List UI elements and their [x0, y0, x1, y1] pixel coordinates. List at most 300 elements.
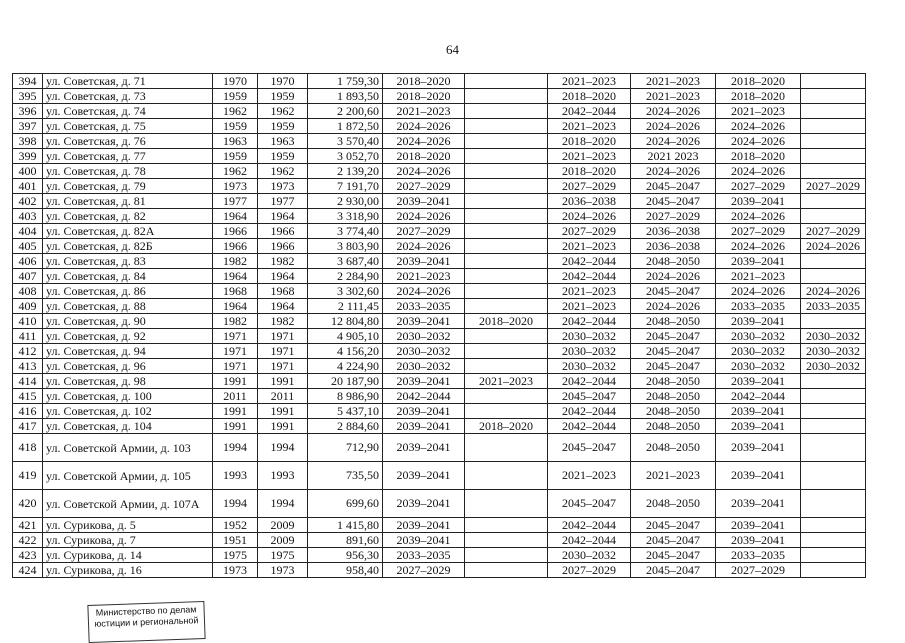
area-cell: 4 905,10: [308, 329, 383, 344]
repair-period-1-cell: 2039–2041: [383, 434, 465, 462]
row-number-cell: 398: [13, 134, 43, 149]
repair-period-5-cell: 2039–2041: [716, 194, 801, 209]
repair-period-5-cell: 2039–2041: [716, 404, 801, 419]
repair-period-2-cell: [465, 224, 548, 239]
repair-period-5-cell: 2024–2026: [716, 164, 801, 179]
address-cell: ул. Советская, д. 84: [43, 269, 213, 284]
construction-year-cell: 2011: [213, 389, 258, 404]
repair-period-2-cell: [465, 434, 548, 462]
area-cell: 3 052,70: [308, 149, 383, 164]
area-cell: 4 224,90: [308, 359, 383, 374]
repair-period-5-cell: 2021–2023: [716, 269, 801, 284]
repair-period-3-cell: 2018–2020: [548, 134, 631, 149]
repair-period-4-cell: 2036–2038: [631, 224, 716, 239]
repair-period-4-cell: 2045–2047: [631, 533, 716, 548]
repair-period-5-cell: 2027–2029: [716, 224, 801, 239]
repair-period-1-cell: 2024–2026: [383, 284, 465, 299]
repair-period-4-cell: 2036–2038: [631, 239, 716, 254]
repair-period-5-cell: 2039–2041: [716, 490, 801, 518]
repair-period-3-cell: 2045–2047: [548, 389, 631, 404]
commissioning-year-cell: 1971: [258, 344, 308, 359]
repair-period-1-cell: 2039–2041: [383, 518, 465, 533]
repair-period-2-cell: [465, 239, 548, 254]
repair-period-4-cell: 2045–2047: [631, 179, 716, 194]
repair-period-1-cell: 2027–2029: [383, 563, 465, 578]
repair-period-2-cell: [465, 462, 548, 490]
construction-year-cell: 1993: [213, 462, 258, 490]
repair-period-4-cell: 2024–2026: [631, 269, 716, 284]
construction-year-cell: 1971: [213, 359, 258, 374]
construction-year-cell: 1964: [213, 209, 258, 224]
repair-period-4-cell: 2048–2050: [631, 419, 716, 434]
commissioning-year-cell: 1971: [258, 329, 308, 344]
area-cell: 3 774,40: [308, 224, 383, 239]
address-cell: ул. Сурикова, д. 14: [43, 548, 213, 563]
repair-period-1-cell: 2027–2029: [383, 224, 465, 239]
repair-period-5-cell: 2039–2041: [716, 419, 801, 434]
repair-period-5-cell: 2018–2020: [716, 149, 801, 164]
repair-period-1-cell: 2039–2041: [383, 314, 465, 329]
repair-period-5-cell: 2039–2041: [716, 254, 801, 269]
row-number-cell: 419: [13, 462, 43, 490]
repair-period-2-cell: [465, 269, 548, 284]
repair-period-3-cell: 2021–2023: [548, 149, 631, 164]
row-number-cell: 408: [13, 284, 43, 299]
construction-year-cell: 1994: [213, 490, 258, 518]
row-number-cell: 405: [13, 239, 43, 254]
repair-period-6-cell: [801, 533, 866, 548]
construction-year-cell: 1959: [213, 119, 258, 134]
table-row: [13, 239, 866, 254]
repair-period-2-cell: 2018–2020: [465, 419, 548, 434]
commissioning-year-cell: 1966: [258, 239, 308, 254]
repair-period-3-cell: 2027–2029: [548, 179, 631, 194]
commissioning-year-cell: 1982: [258, 254, 308, 269]
area-cell: 1 872,50: [308, 119, 383, 134]
repair-period-1-cell: 2024–2026: [383, 209, 465, 224]
commissioning-year-cell: 1964: [258, 209, 308, 224]
repair-period-2-cell: [465, 404, 548, 419]
area-cell: 891,60: [308, 533, 383, 548]
repair-period-2-cell: [465, 299, 548, 314]
repair-period-2-cell: [465, 518, 548, 533]
repair-period-5-cell: 2018–2020: [716, 74, 801, 89]
commissioning-year-cell: 1993: [258, 462, 308, 490]
address-cell: ул. Советская, д. 92: [43, 329, 213, 344]
repair-period-5-cell: 2024–2026: [716, 209, 801, 224]
repair-period-6-cell: [801, 434, 866, 462]
repair-period-1-cell: 2039–2041: [383, 533, 465, 548]
repair-period-2-cell: [465, 179, 548, 194]
address-cell: ул. Советская, д. 81: [43, 194, 213, 209]
table-row: [13, 329, 866, 344]
table-row: [13, 179, 866, 194]
table-row: [13, 89, 866, 104]
repair-period-6-cell: [801, 194, 866, 209]
address-cell: ул. Советская, д. 75: [43, 119, 213, 134]
table-row: [13, 548, 866, 563]
repair-period-4-cell: 2024–2026: [631, 119, 716, 134]
repair-period-2-cell: [465, 284, 548, 299]
commissioning-year-cell: 1968: [258, 284, 308, 299]
row-number-cell: 414: [13, 374, 43, 389]
repair-period-3-cell: 2021–2023: [548, 239, 631, 254]
repair-period-3-cell: 2030–2032: [548, 359, 631, 374]
repair-period-6-cell: [801, 74, 866, 89]
page-number: 64: [446, 42, 459, 57]
repair-period-1-cell: 2039–2041: [383, 462, 465, 490]
repair-period-1-cell: 2024–2026: [383, 239, 465, 254]
construction-year-cell: 1963: [213, 134, 258, 149]
repair-period-6-cell: [801, 404, 866, 419]
repair-period-1-cell: 2033–2035: [383, 299, 465, 314]
repair-period-3-cell: 2045–2047: [548, 490, 631, 518]
row-number-cell: 411: [13, 329, 43, 344]
repair-period-4-cell: 2021–2023: [631, 74, 716, 89]
address-cell: ул. Советская, д. 79: [43, 179, 213, 194]
table-row: [13, 134, 866, 149]
repair-period-3-cell: 2042–2044: [548, 419, 631, 434]
repair-period-2-cell: [465, 149, 548, 164]
table-row: [13, 164, 866, 179]
construction-year-cell: 1991: [213, 404, 258, 419]
area-cell: 7 191,70: [308, 179, 383, 194]
commissioning-year-cell: 1991: [258, 404, 308, 419]
area-cell: 20 187,90: [308, 374, 383, 389]
repair-period-2-cell: [465, 104, 548, 119]
row-number-cell: 401: [13, 179, 43, 194]
repair-period-1-cell: 2030–2032: [383, 344, 465, 359]
construction-year-cell: 1964: [213, 269, 258, 284]
table-row: [13, 434, 866, 462]
repair-period-1-cell: 2039–2041: [383, 194, 465, 209]
table-row: [13, 344, 866, 359]
commissioning-year-cell: 1959: [258, 149, 308, 164]
repair-period-5-cell: 2018–2020: [716, 89, 801, 104]
repair-period-5-cell: 2030–2032: [716, 359, 801, 374]
repair-period-6-cell: [801, 149, 866, 164]
repair-period-2-cell: [465, 563, 548, 578]
area-cell: 699,60: [308, 490, 383, 518]
address-cell: ул. Советская, д. 74: [43, 104, 213, 119]
repair-period-2-cell: [465, 164, 548, 179]
repair-period-3-cell: 2021–2023: [548, 462, 631, 490]
repair-period-3-cell: 2042–2044: [548, 374, 631, 389]
commissioning-year-cell: 1977: [258, 194, 308, 209]
repair-period-6-cell: 2030–2032: [801, 344, 866, 359]
ministry-stamp: [87, 601, 205, 643]
address-cell: ул. Советская, д. 88: [43, 299, 213, 314]
construction-year-cell: 1966: [213, 239, 258, 254]
repair-period-4-cell: 2045–2047: [631, 344, 716, 359]
repair-period-4-cell: 2045–2047: [631, 194, 716, 209]
row-number-cell: 402: [13, 194, 43, 209]
repair-period-6-cell: [801, 490, 866, 518]
repair-period-3-cell: 2042–2044: [548, 269, 631, 284]
row-number-cell: 395: [13, 89, 43, 104]
address-cell: ул. Сурикова, д. 5: [43, 518, 213, 533]
repair-period-6-cell: [801, 419, 866, 434]
row-number-cell: 415: [13, 389, 43, 404]
area-cell: 3 570,40: [308, 134, 383, 149]
commissioning-year-cell: 1964: [258, 269, 308, 284]
repair-period-4-cell: 2024–2026: [631, 164, 716, 179]
repair-period-1-cell: 2033–2035: [383, 548, 465, 563]
commissioning-year-cell: 1964: [258, 299, 308, 314]
construction-year-cell: 1951: [213, 533, 258, 548]
address-cell: ул. Советской Армии, д. 107А: [43, 490, 213, 518]
repair-period-5-cell: 2027–2029: [716, 563, 801, 578]
repair-period-1-cell: 2027–2029: [383, 179, 465, 194]
construction-year-cell: 1982: [213, 254, 258, 269]
area-cell: 12 804,80: [308, 314, 383, 329]
repair-period-4-cell: 2045–2047: [631, 359, 716, 374]
area-cell: 4 156,20: [308, 344, 383, 359]
table-row: [13, 518, 866, 533]
address-cell: ул. Советской Армии, д. 103: [43, 434, 213, 462]
repair-period-1-cell: 2018–2020: [383, 89, 465, 104]
repair-period-1-cell: 2039–2041: [383, 404, 465, 419]
commissioning-year-cell: 1971: [258, 359, 308, 374]
table-row: [13, 314, 866, 329]
repair-period-1-cell: 2039–2041: [383, 254, 465, 269]
repair-period-1-cell: 2030–2032: [383, 329, 465, 344]
table-row: [13, 299, 866, 314]
repair-period-2-cell: [465, 329, 548, 344]
repair-period-3-cell: 2021–2023: [548, 299, 631, 314]
repair-period-1-cell: 2030–2032: [383, 359, 465, 374]
repair-period-6-cell: [801, 104, 866, 119]
repair-period-6-cell: [801, 518, 866, 533]
repair-period-5-cell: 2030–2032: [716, 329, 801, 344]
repair-period-2-cell: [465, 490, 548, 518]
repair-period-1-cell: 2024–2026: [383, 164, 465, 179]
repair-period-3-cell: 2021–2023: [548, 119, 631, 134]
repair-period-6-cell: [801, 462, 866, 490]
row-number-cell: 410: [13, 314, 43, 329]
construction-year-cell: 1952: [213, 518, 258, 533]
repair-period-6-cell: [801, 134, 866, 149]
table-row: [13, 374, 866, 389]
commissioning-year-cell: 1970: [258, 74, 308, 89]
repair-period-3-cell: 2042–2044: [548, 518, 631, 533]
address-cell: ул. Советская, д. 77: [43, 149, 213, 164]
area-cell: 1 759,30: [308, 74, 383, 89]
row-number-cell: 400: [13, 164, 43, 179]
repair-period-1-cell: 2021–2023: [383, 269, 465, 284]
row-number-cell: 409: [13, 299, 43, 314]
repair-period-6-cell: [801, 254, 866, 269]
row-number-cell: 413: [13, 359, 43, 374]
repair-period-1-cell: 2042–2044: [383, 389, 465, 404]
repair-period-4-cell: 2048–2050: [631, 374, 716, 389]
repair-period-1-cell: 2018–2020: [383, 149, 465, 164]
repair-period-2-cell: [465, 89, 548, 104]
table-row: [13, 224, 866, 239]
construction-year-cell: 1982: [213, 314, 258, 329]
repair-period-3-cell: 2021–2023: [548, 284, 631, 299]
area-cell: 2 111,45: [308, 299, 383, 314]
table-row: [13, 359, 866, 374]
construction-year-cell: 1973: [213, 563, 258, 578]
table-row: [13, 284, 866, 299]
construction-year-cell: 1968: [213, 284, 258, 299]
table-row: [13, 74, 866, 89]
repair-period-6-cell: 2033–2035: [801, 299, 866, 314]
repair-period-2-cell: [465, 254, 548, 269]
repair-period-3-cell: 2036–2038: [548, 194, 631, 209]
stamp-line: юстиции и региональной: [94, 615, 199, 629]
commissioning-year-cell: 1994: [258, 434, 308, 462]
repair-period-5-cell: 2024–2026: [716, 239, 801, 254]
row-number-cell: 416: [13, 404, 43, 419]
repair-period-3-cell: 2042–2044: [548, 314, 631, 329]
row-number-cell: 406: [13, 254, 43, 269]
commissioning-year-cell: 1966: [258, 224, 308, 239]
repair-period-3-cell: 2042–2044: [548, 254, 631, 269]
repair-period-5-cell: 2021–2023: [716, 104, 801, 119]
row-number-cell: 399: [13, 149, 43, 164]
row-number-cell: 404: [13, 224, 43, 239]
repair-period-4-cell: 2045–2047: [631, 548, 716, 563]
table-row: [13, 119, 866, 134]
area-cell: 2 284,90: [308, 269, 383, 284]
row-number-cell: 412: [13, 344, 43, 359]
commissioning-year-cell: 1962: [258, 104, 308, 119]
repair-period-3-cell: 2030–2032: [548, 344, 631, 359]
repair-period-3-cell: 2018–2020: [548, 89, 631, 104]
repair-period-5-cell: 2033–2035: [716, 299, 801, 314]
commissioning-year-cell: 1973: [258, 563, 308, 578]
row-number-cell: 407: [13, 269, 43, 284]
repair-period-5-cell: 2024–2026: [716, 284, 801, 299]
construction-year-cell: 1966: [213, 224, 258, 239]
register-body: [13, 74, 866, 578]
repair-period-6-cell: 2027–2029: [801, 224, 866, 239]
repair-period-2-cell: [465, 119, 548, 134]
area-cell: 2 139,20: [308, 164, 383, 179]
repair-period-5-cell: 2039–2041: [716, 314, 801, 329]
repair-period-2-cell: [465, 194, 548, 209]
table-row: [13, 462, 866, 490]
repair-period-4-cell: 2024–2026: [631, 134, 716, 149]
address-cell: ул. Сурикова, д. 16: [43, 563, 213, 578]
repair-period-4-cell: 2021–2023: [631, 89, 716, 104]
address-cell: ул. Сурикова, д. 7: [43, 533, 213, 548]
repair-period-3-cell: 2042–2044: [548, 533, 631, 548]
repair-period-3-cell: 2018–2020: [548, 164, 631, 179]
repair-period-4-cell: 2048–2050: [631, 389, 716, 404]
commissioning-year-cell: 1959: [258, 119, 308, 134]
commissioning-year-cell: 2009: [258, 518, 308, 533]
area-cell: 1 893,50: [308, 89, 383, 104]
row-number-cell: 397: [13, 119, 43, 134]
repair-period-6-cell: 2030–2032: [801, 329, 866, 344]
address-cell: ул. Советская, д. 104: [43, 419, 213, 434]
repair-period-1-cell: 2039–2041: [383, 490, 465, 518]
repair-period-1-cell: 2039–2041: [383, 374, 465, 389]
repair-period-6-cell: 2024–2026: [801, 284, 866, 299]
address-cell: ул. Советская, д. 83: [43, 254, 213, 269]
repair-period-4-cell: 2048–2050: [631, 314, 716, 329]
repair-period-5-cell: 2024–2026: [716, 134, 801, 149]
commissioning-year-cell: 1991: [258, 419, 308, 434]
repair-period-2-cell: 2018–2020: [465, 314, 548, 329]
address-cell: ул. Советская, д. 86: [43, 284, 213, 299]
area-cell: 2 200,60: [308, 104, 383, 119]
construction-year-cell: 1964: [213, 299, 258, 314]
repair-period-5-cell: 2024–2026: [716, 119, 801, 134]
table-row: [13, 209, 866, 224]
repair-period-2-cell: [465, 209, 548, 224]
table-row: [13, 149, 866, 164]
table-row: [13, 389, 866, 404]
row-number-cell: 418: [13, 434, 43, 462]
area-cell: 958,40: [308, 563, 383, 578]
repair-period-2-cell: [465, 389, 548, 404]
area-cell: 5 437,10: [308, 404, 383, 419]
table-row: [13, 533, 866, 548]
repair-period-3-cell: 2021–2023: [548, 74, 631, 89]
repair-period-5-cell: 2030–2032: [716, 344, 801, 359]
repair-period-4-cell: 2024–2026: [631, 104, 716, 119]
housing-register-table: [12, 73, 866, 578]
repair-period-3-cell: 2042–2044: [548, 404, 631, 419]
area-cell: 8 986,90: [308, 389, 383, 404]
address-cell: ул. Советская, д. 82: [43, 209, 213, 224]
commissioning-year-cell: 1962: [258, 164, 308, 179]
repair-period-6-cell: [801, 209, 866, 224]
table-row: [13, 404, 866, 419]
repair-period-6-cell: [801, 164, 866, 179]
table-row: [13, 254, 866, 269]
repair-period-4-cell: 2024–2026: [631, 299, 716, 314]
repair-period-6-cell: [801, 119, 866, 134]
address-cell: ул. Советская, д. 82А: [43, 224, 213, 239]
repair-period-3-cell: 2045–2047: [548, 434, 631, 462]
stamp-line: Министерство по делам: [95, 604, 197, 618]
repair-period-6-cell: [801, 563, 866, 578]
area-cell: 3 803,90: [308, 239, 383, 254]
commissioning-year-cell: 1963: [258, 134, 308, 149]
repair-period-4-cell: 2045–2047: [631, 563, 716, 578]
repair-period-6-cell: 2030–2032: [801, 359, 866, 374]
repair-period-4-cell: 2045–2047: [631, 329, 716, 344]
address-cell: ул. Советская, д. 102: [43, 404, 213, 419]
table-row: [13, 194, 866, 209]
construction-year-cell: 1975: [213, 548, 258, 563]
area-cell: 2 884,60: [308, 419, 383, 434]
repair-period-2-cell: [465, 74, 548, 89]
construction-year-cell: 1991: [213, 374, 258, 389]
address-cell: ул. Советская, д. 94: [43, 344, 213, 359]
repair-period-3-cell: 2042–2044: [548, 104, 631, 119]
repair-period-3-cell: 2027–2029: [548, 224, 631, 239]
repair-period-6-cell: 2027–2029: [801, 179, 866, 194]
repair-period-2-cell: [465, 359, 548, 374]
area-cell: 3 302,60: [308, 284, 383, 299]
repair-period-6-cell: [801, 314, 866, 329]
repair-period-4-cell: 2027–2029: [631, 209, 716, 224]
repair-period-4-cell: 2045–2047: [631, 518, 716, 533]
commissioning-year-cell: 1991: [258, 374, 308, 389]
repair-period-5-cell: 2039–2041: [716, 518, 801, 533]
address-cell: ул. Советская, д. 82Б: [43, 239, 213, 254]
repair-period-3-cell: 2024–2026: [548, 209, 631, 224]
construction-year-cell: 1991: [213, 419, 258, 434]
repair-period-6-cell: [801, 548, 866, 563]
row-number-cell: 417: [13, 419, 43, 434]
